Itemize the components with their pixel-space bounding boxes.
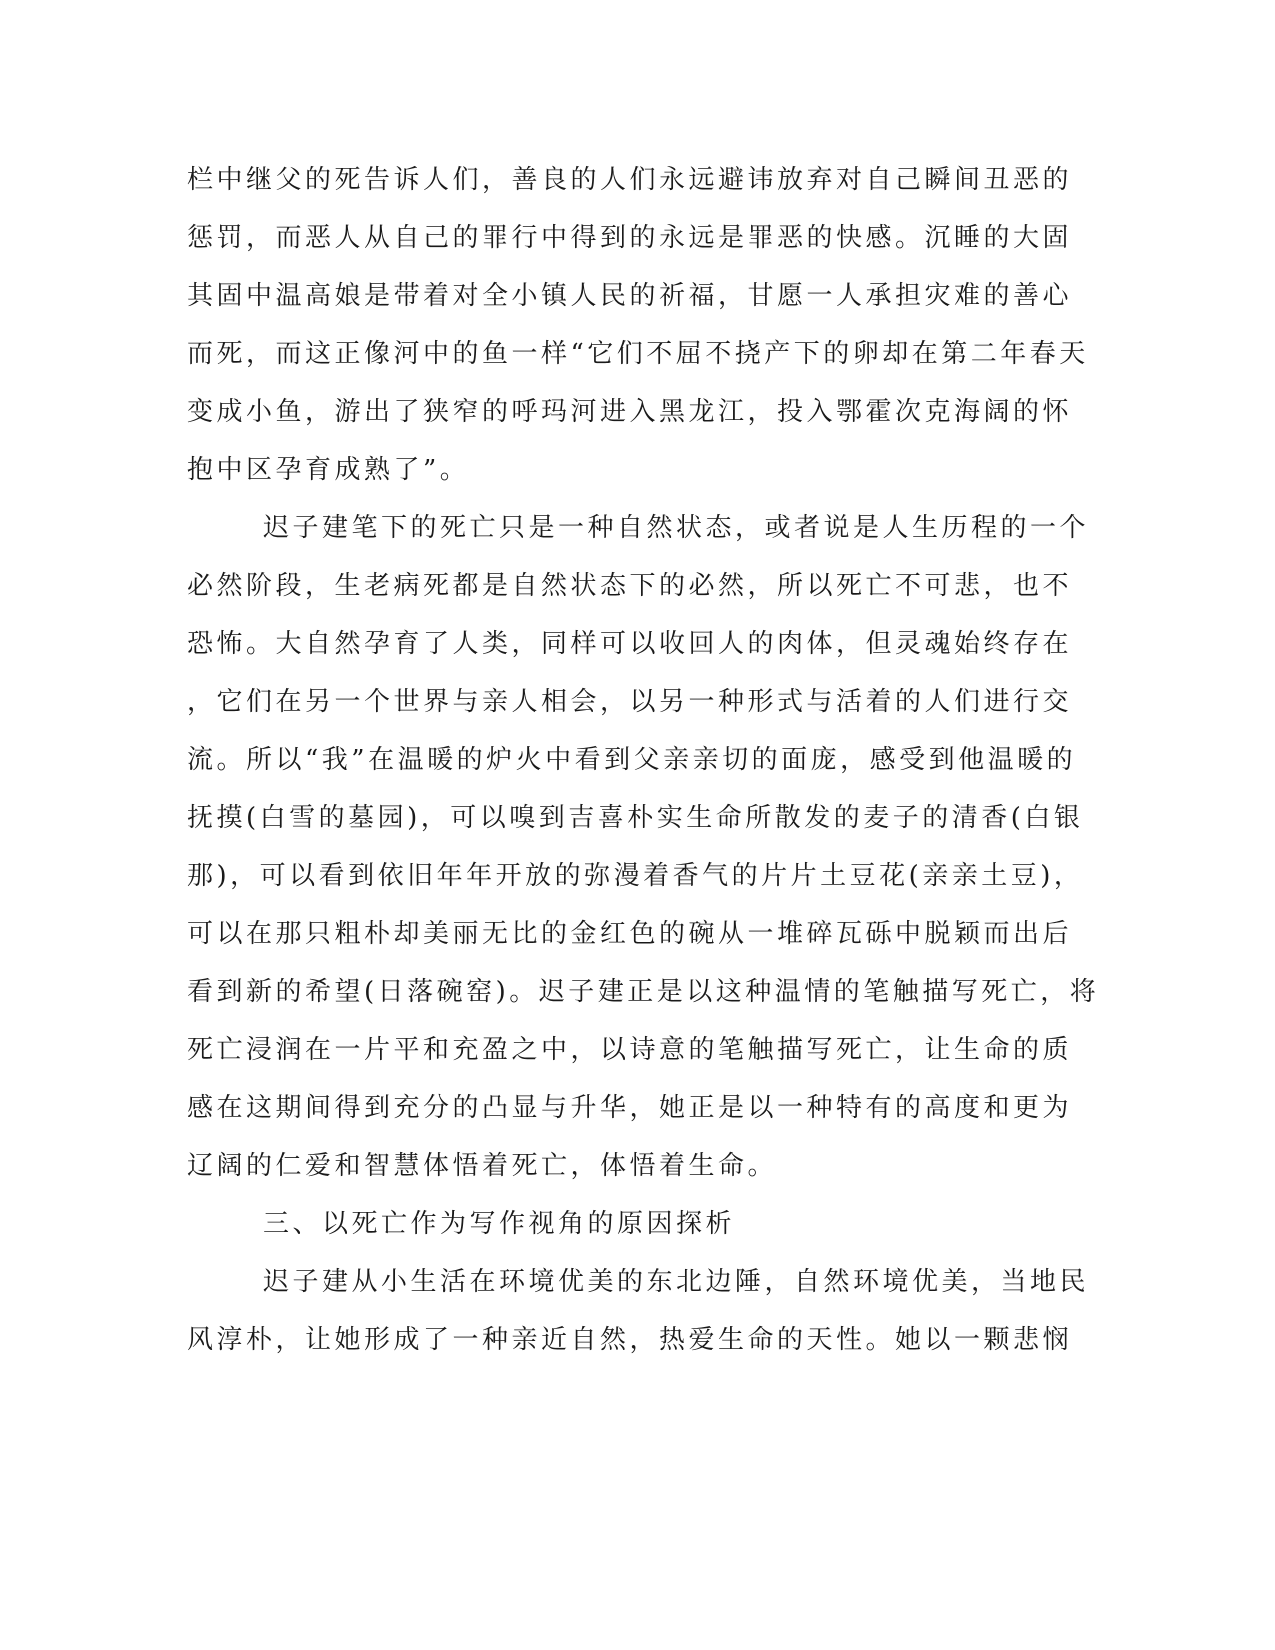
text-line: 变成小鱼，游出了狭窄的呼玛河进入黑龙江，投入鄂霍次克海阔的怀 (187, 397, 1073, 427)
text-line: 可以在那只粗朴却美丽无比的金红色的碗从一堆碎瓦砾中脱颖而出后 (187, 919, 1073, 949)
text-line: 辽阔的仁爱和智慧体悟着死亡，体悟着生命。 (187, 1151, 778, 1181)
text-line: 栏中继父的死告诉人们，善良的人们永远避讳放弃对自己瞬间丑恶的 (187, 165, 1073, 195)
text-line: 感在这期间得到充分的凸显与升华，她正是以一种特有的高度和更为 (187, 1093, 1073, 1123)
text-line: 其固中温高娘是带着对全小镇人民的祈福，甘愿一人承担灾难的善心 (187, 281, 1073, 311)
text-line: 风淳朴，让她形成了一种亲近自然，热爱生命的天性。她以一颗悲悯 (187, 1325, 1073, 1355)
text-line: 惩罚，而恶人从自己的罪行中得到的永远是罪恶的快感。沉睡的大固 (187, 223, 1073, 253)
text-line: 必然阶段，生老病死都是自然状态下的必然，所以死亡不可悲，也不 (187, 571, 1073, 601)
text-line: 而死，而这正像河中的鱼一样“它们不屈不挠产下的卵却在第二年春天 (187, 339, 1089, 369)
text-line: 恐怖。大自然孕育了人类，同样可以收回人的肉体，但灵魂始终存在 (187, 629, 1073, 659)
text-line: 看到新的希望(日落碗窑)。迟子建正是以这种温情的笔触描写死亡，将 (187, 977, 1100, 1007)
text-line: 流。所以“我”在温暖的炉火中看到父亲亲切的面庞，感受到他温暖的 (187, 745, 1077, 775)
paragraph-first-line: 迟子建笔下的死亡只是一种自然状态，或者说是人生历程的一个 (263, 513, 1090, 543)
section-heading: 三、以死亡作为写作视角的原因探析 (263, 1209, 736, 1239)
text-line: 那)，可以看到依旧年年开放的弥漫着香气的片片土豆花(亲亲土豆)， (187, 861, 1084, 891)
text-line: ，它们在另一个世界与亲人相会，以另一种形式与活着的人们进行交 (187, 687, 1073, 717)
text-line: 抚摸(白雪的墓园)，可以嗅到吉喜朴实生命所散发的麦子的清香(白银 (187, 803, 1084, 833)
paragraph-first-line: 迟子建从小生活在环境优美的东北边陲，自然环境优美，当地民 (263, 1267, 1090, 1297)
text-line: 抱中区孕育成熟了”。 (187, 455, 470, 485)
text-line: 死亡浸润在一片平和充盈之中，以诗意的笔触描写死亡，让生命的质 (187, 1035, 1073, 1065)
